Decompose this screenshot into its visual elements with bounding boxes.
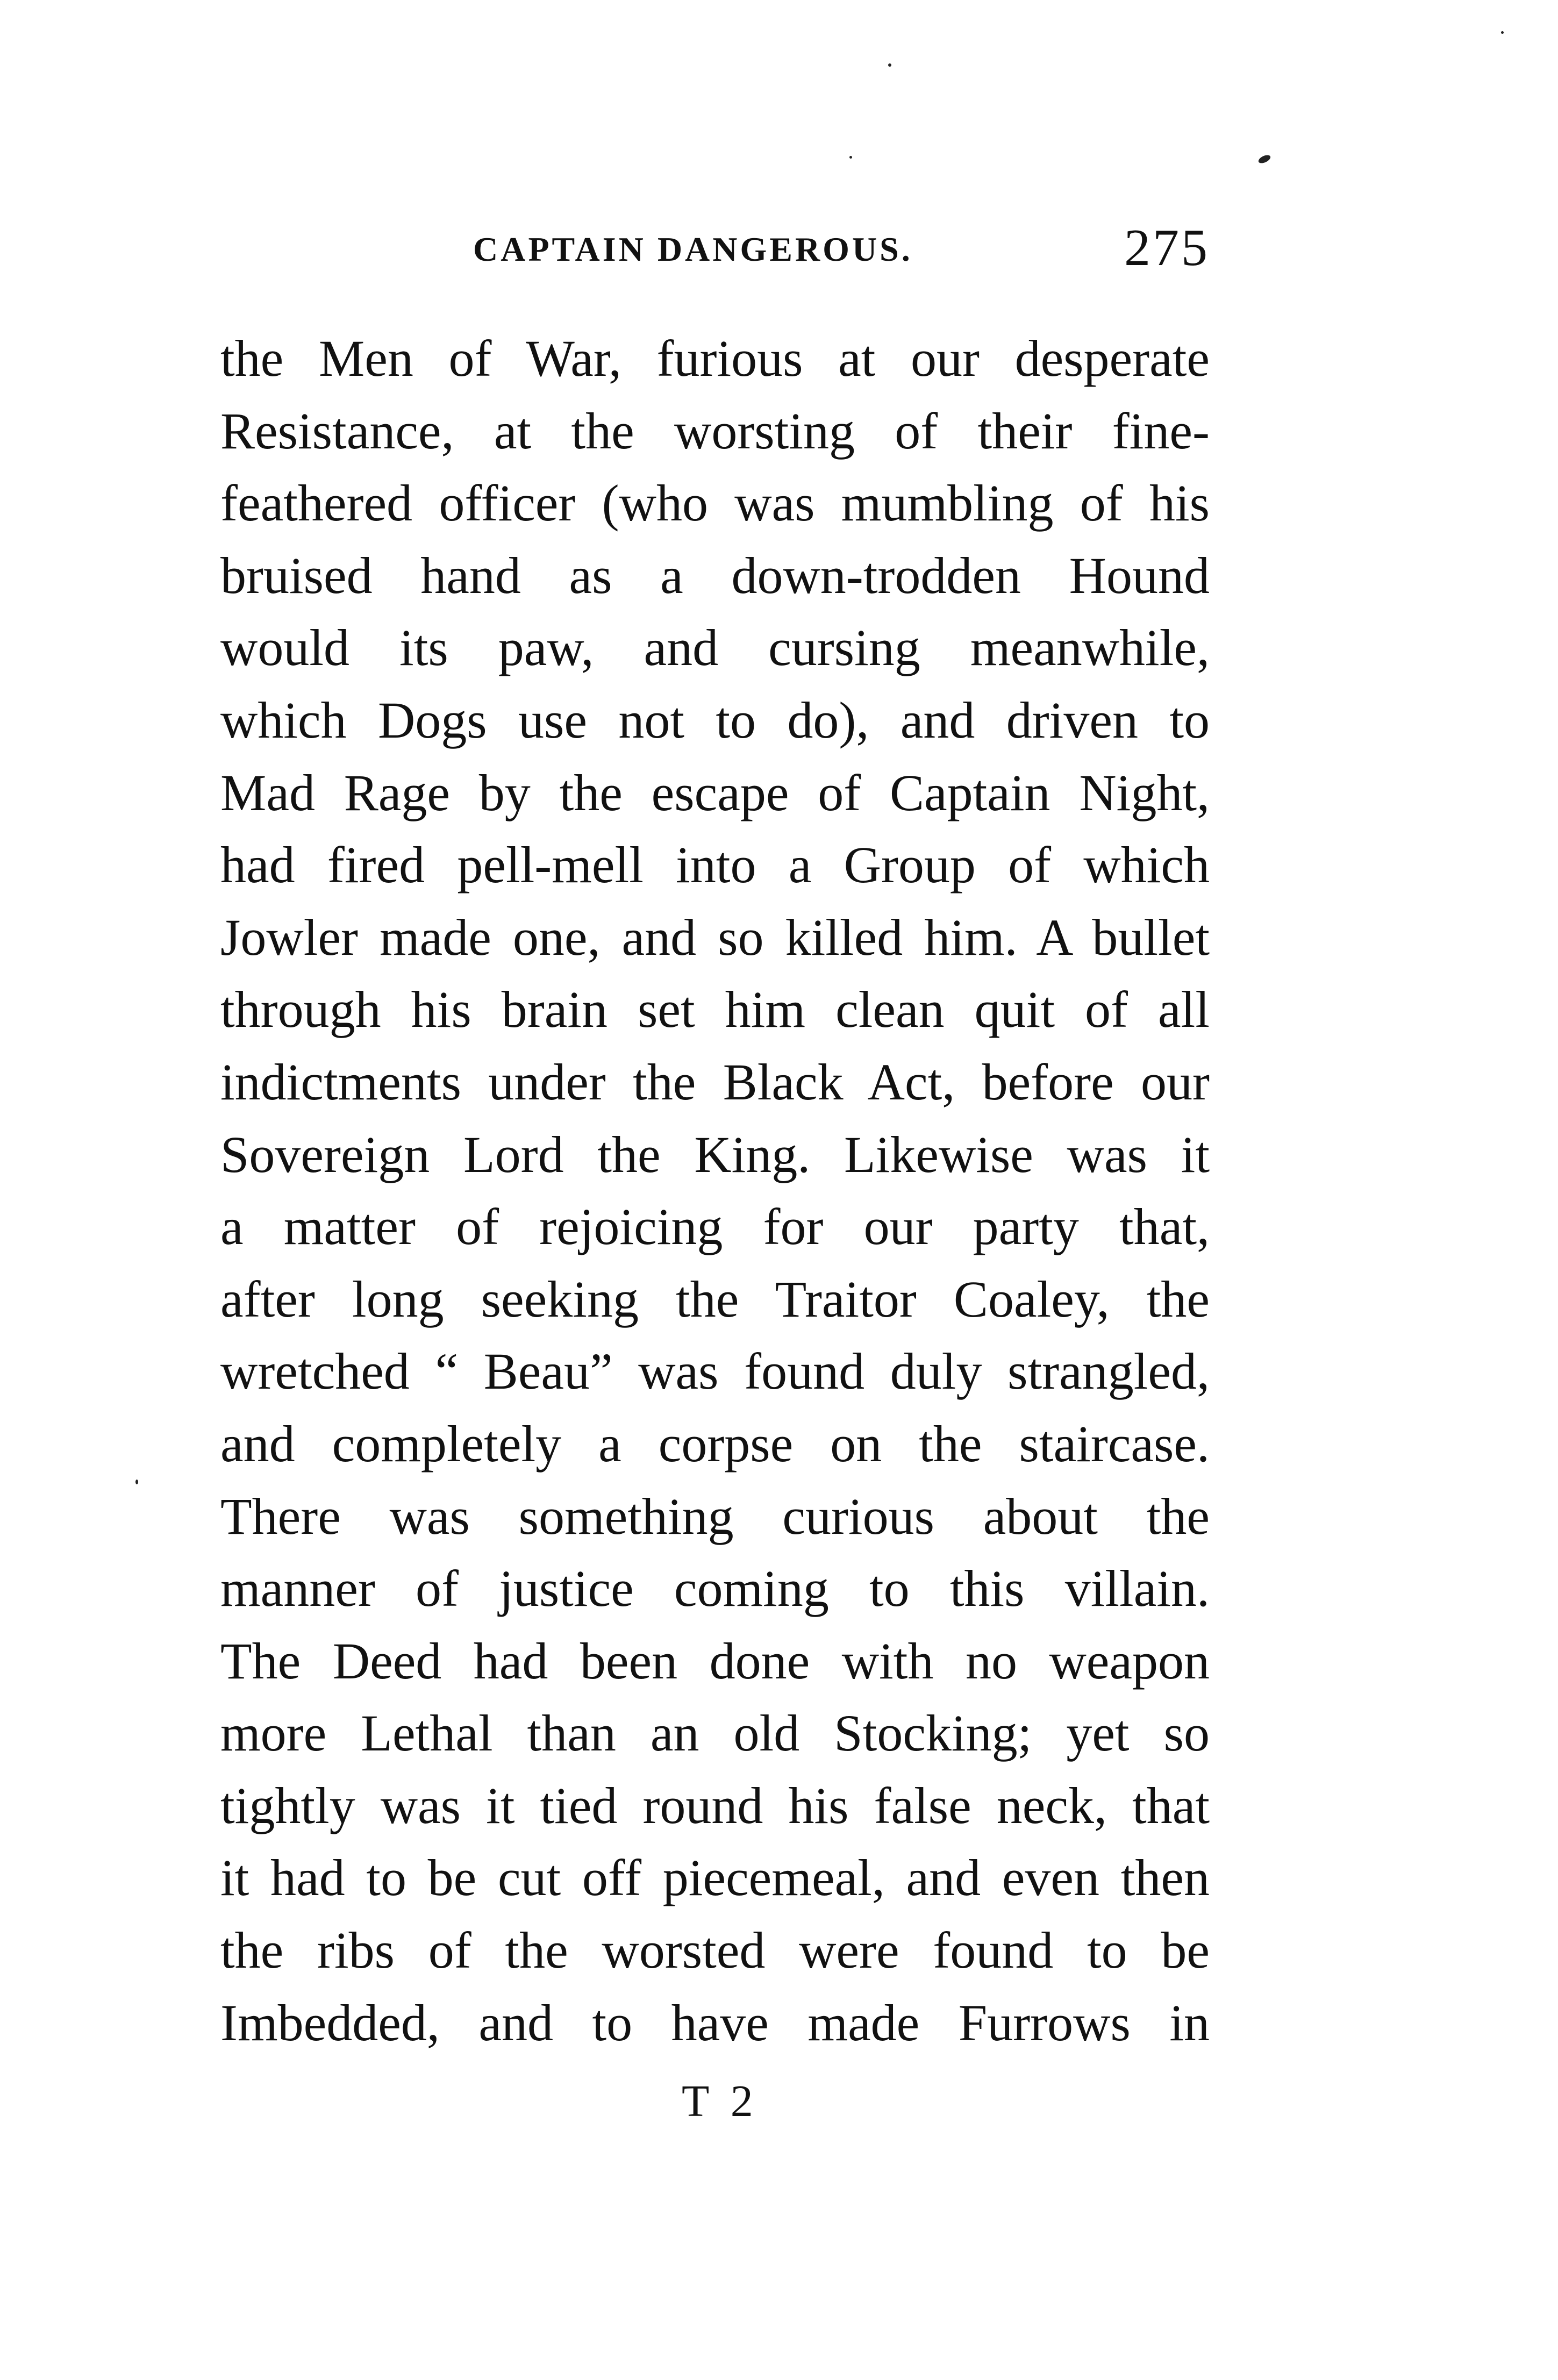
text-line: Mad Rage by the escape of Captain Night, — [220, 763, 1210, 821]
ink-speck — [1501, 31, 1504, 34]
running-head: CAPTAIN DANGEROUS. — [473, 230, 913, 268]
text-line: would its paw, and cursing meanwhile, — [220, 619, 1210, 677]
text-line: wretched “ Beau” was found duly strangled, — [220, 1342, 1210, 1400]
text-line: The Deed had been done with no weapon — [220, 1632, 1210, 1690]
signature-mark: T 2 — [682, 2076, 759, 2126]
text-line: the Men of War, furious at our desperate — [220, 330, 1210, 387]
text-line: feathered officer (who was mumbling of his — [220, 474, 1210, 532]
text-line: more Lethal than an old Stocking; yet so — [220, 1704, 1210, 1762]
text-line: indictments under the Black Act, before our — [220, 1053, 1210, 1111]
text-line: the ribs of the worsted were found to be — [220, 1921, 1210, 1979]
text-line: Resistance, at the worsting of their fine- — [220, 402, 1210, 460]
text-line: manner of justice coming to this villain. — [220, 1560, 1210, 1618]
ink-speck — [888, 63, 891, 67]
text-line: after long seeking the Traitor Coaley, the — [220, 1270, 1210, 1328]
text-line: bruised hand as a down-trodden Hound — [220, 546, 1210, 604]
body-text — [220, 323, 1210, 2059]
ink-speck — [135, 1480, 138, 1484]
page-header — [215, 218, 1210, 277]
text-line: and completely a corpse on the staircase. — [220, 1414, 1210, 1473]
text-line: it had to be cut off piecemeal, and even then — [220, 1849, 1210, 1907]
page-number: 275 — [1124, 219, 1210, 277]
text-line: through his brain set him clean quit of all — [220, 981, 1210, 1039]
text-line: tightly was it tied round his false neck, that — [220, 1776, 1210, 1834]
text-line: There was something curious about the — [220, 1487, 1210, 1545]
text-line: Imbedded, and to have made Furrows in — [220, 1993, 1210, 2052]
ink-speck — [849, 156, 852, 159]
ink-speck — [1257, 153, 1272, 165]
text-line: which Dogs use not to do), and driven to — [220, 691, 1210, 749]
text-line: a matter of rejoicing for our party that, — [220, 1198, 1210, 1256]
text-line: had fired pell-mell into a Group of which — [220, 836, 1210, 894]
text-line: Jowler made one, and so killed him. A bullet — [220, 908, 1210, 966]
text-line: Sovereign Lord the King. Likewise was it — [220, 1125, 1210, 1183]
